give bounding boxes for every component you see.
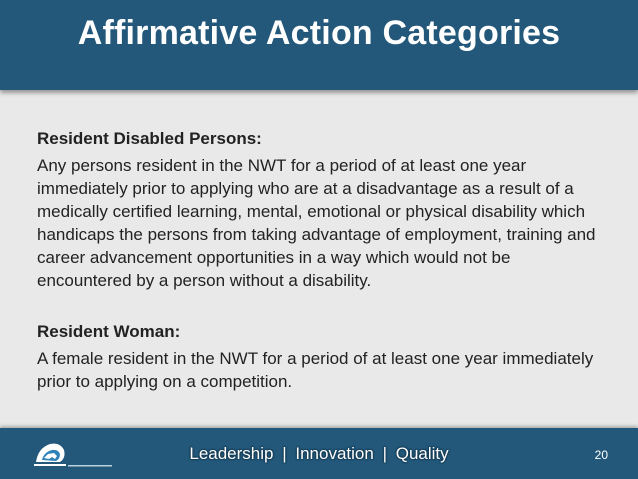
tagline-separator: | <box>382 444 387 463</box>
tagline-separator: | <box>282 444 287 463</box>
section-resident-disabled-persons <box>37 128 607 292</box>
tagline-quality: Quality <box>395 444 449 463</box>
page-number: 20 <box>594 448 608 462</box>
section-body: A female resident in the NWT for a period of at least one year immediately prior to applying on a competition. <box>37 349 594 391</box>
slide-header <box>0 0 638 90</box>
section-heading: Resident Woman: <box>37 322 181 341</box>
slide-footer <box>0 428 638 479</box>
footer-tagline <box>0 444 638 464</box>
tagline-leadership: Leadership <box>189 444 274 463</box>
section-resident-woman <box>37 321 607 393</box>
slide-title: Affirmative Action Categories <box>77 14 561 52</box>
tagline-innovation: Innovation <box>295 444 374 463</box>
section-body: Any persons resident in the NWT for a period of at least one year immediately prior to applying who are at a disadvantage as a result of a medically certified learning, mental, emotional or physical disability which handicaps the persons from taking advantage of employment, training and career advancement opportunities in a way which would not be encountered by a person without a disability. <box>37 156 596 290</box>
slide-content <box>0 108 638 414</box>
section-heading: Resident Disabled Persons: <box>37 129 262 148</box>
